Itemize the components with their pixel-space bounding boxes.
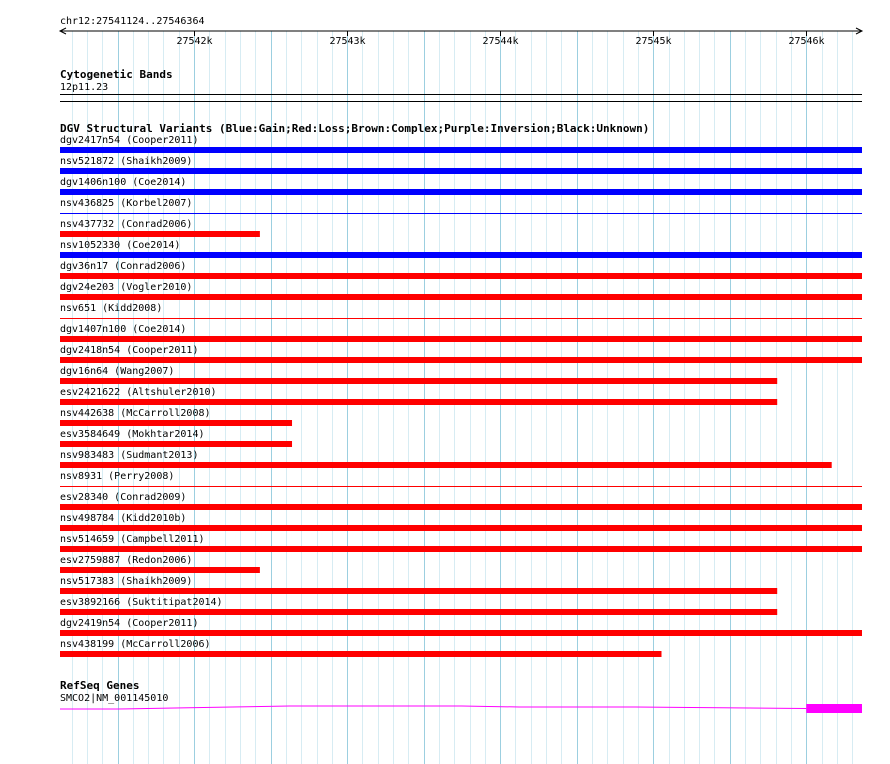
variant-label[interactable]: dgv1406n100 (Coe2014) [60, 177, 187, 188]
variant-label[interactable]: nsv437732 (Conrad2006) [60, 219, 193, 230]
variant-bar[interactable] [60, 294, 862, 300]
variant-bar[interactable] [60, 336, 862, 342]
variant-label[interactable]: esv3584649 (Mokhtar2014) [60, 429, 205, 440]
variant-label[interactable]: nsv1052330 (Coe2014) [60, 240, 181, 251]
variant-label[interactable]: esv2759887 (Redon2006) [60, 555, 193, 566]
variant-bar[interactable] [60, 399, 777, 405]
variant-row[interactable] [60, 345, 862, 363]
locus-label: chr12:27541124..27546364 [60, 16, 205, 27]
cytoband-label: 12p11.23 [60, 82, 109, 93]
variant-row[interactable] [60, 408, 292, 426]
variant-label[interactable]: dgv24e203 (Vogler2010) [60, 282, 193, 293]
ruler-tick-label: 27546k [788, 36, 825, 47]
cytoband-title: Cytogenetic Bands [60, 68, 173, 81]
variant-row[interactable] [60, 324, 862, 342]
variant-row[interactable] [60, 450, 832, 468]
ruler-ticks [176, 31, 824, 47]
variant-bar[interactable] [60, 420, 292, 426]
variant-row[interactable] [60, 303, 862, 319]
gene-intron-line[interactable] [60, 706, 806, 709]
variant-row[interactable] [60, 198, 862, 214]
variant-bar[interactable] [60, 504, 862, 510]
variant-row[interactable] [60, 618, 862, 636]
variant-bar[interactable] [60, 231, 260, 237]
variant-row[interactable] [60, 471, 862, 487]
variant-label[interactable]: nsv517383 (Shaikh2009) [60, 576, 193, 587]
variant-bar[interactable] [60, 567, 260, 573]
variant-row[interactable] [60, 534, 862, 552]
variant-bar[interactable] [60, 546, 862, 552]
variant-row[interactable] [60, 513, 862, 531]
variant-label[interactable]: nsv436825 (Korbel2007) [60, 198, 193, 209]
variant-label[interactable]: nsv498784 (Kidd2010b) [60, 513, 187, 524]
variant-row[interactable] [60, 156, 862, 174]
variant-label[interactable]: nsv438199 (McCarroll2006) [60, 639, 211, 650]
variant-bar[interactable] [60, 462, 832, 468]
ruler-tick-label: 27543k [329, 36, 366, 47]
variant-bar[interactable] [60, 189, 862, 195]
variant-bar[interactable] [60, 486, 862, 487]
gene-exon[interactable] [806, 704, 862, 713]
variant-bar[interactable] [60, 630, 862, 636]
variant-bar[interactable] [60, 525, 862, 531]
variant-row[interactable] [60, 429, 292, 447]
dgv-title: DGV Structural Variants (Blue:Gain;Red:Loss;Brown:Complex;Purple:Inversion;Black:Unknown) [60, 122, 650, 135]
variant-row[interactable] [60, 177, 862, 195]
variant-label[interactable]: nsv514659 (Campbell2011) [60, 534, 205, 545]
gene-label[interactable]: SMCO2|NM_001145010 [60, 693, 169, 704]
variant-bar[interactable] [60, 318, 862, 319]
variant-label[interactable]: esv2421622 (Altshuler2010) [60, 387, 217, 398]
variant-label[interactable]: nsv521872 (Shaikh2009) [60, 156, 193, 167]
variant-label[interactable]: nsv983483 (Sudmant2013) [60, 450, 199, 461]
refseq-title: RefSeq Genes [60, 679, 140, 692]
variant-label[interactable]: esv3892166 (Suktitipat2014) [60, 597, 223, 608]
variant-bar[interactable] [60, 147, 862, 153]
variant-row[interactable] [60, 555, 260, 573]
variant-label[interactable]: nsv8931 (Perry2008) [60, 471, 175, 482]
variant-bar[interactable] [60, 357, 862, 363]
cytoband-track [60, 68, 862, 102]
ruler-tick-label: 27542k [176, 36, 213, 47]
variant-label[interactable]: dgv36n17 (Conrad2006) [60, 261, 187, 272]
variant-label[interactable]: dgv2417n54 (Cooper2011) [60, 135, 199, 146]
ruler-tick-label: 27545k [635, 36, 672, 47]
variant-bar[interactable] [60, 651, 662, 657]
variant-bar[interactable] [60, 252, 862, 258]
variant-bar[interactable] [60, 273, 862, 279]
variant-label[interactable]: dgv2418n54 (Cooper2011) [60, 345, 199, 356]
variant-label[interactable]: dgv1407n100 (Coe2014) [60, 324, 187, 335]
variant-bar[interactable] [60, 441, 292, 447]
variant-label[interactable]: nsv442638 (McCarroll2008) [60, 408, 211, 419]
ruler-tick-label: 27544k [482, 36, 519, 47]
variant-label[interactable]: dgv2419n54 (Cooper2011) [60, 618, 199, 629]
variant-bar[interactable] [60, 378, 777, 384]
ruler [60, 16, 862, 47]
variant-row[interactable] [60, 219, 260, 237]
variant-label[interactable]: dgv16n64 (Wang2007) [60, 366, 175, 377]
variant-row[interactable] [60, 492, 862, 510]
variant-row[interactable] [60, 240, 862, 258]
variant-row[interactable] [60, 135, 862, 153]
variant-row[interactable] [60, 639, 662, 657]
variant-label[interactable]: esv28340 (Conrad2009) [60, 492, 187, 503]
variant-list [60, 135, 862, 657]
variant-bar[interactable] [60, 609, 777, 615]
refseq-track [60, 679, 862, 713]
dgv-track [60, 122, 862, 657]
variant-bar[interactable] [60, 213, 862, 214]
variant-row[interactable] [60, 282, 862, 300]
variant-label[interactable]: nsv651 (Kidd2008) [60, 303, 163, 314]
variant-row[interactable] [60, 261, 862, 279]
variant-bar[interactable] [60, 588, 777, 594]
variant-bar[interactable] [60, 168, 862, 174]
